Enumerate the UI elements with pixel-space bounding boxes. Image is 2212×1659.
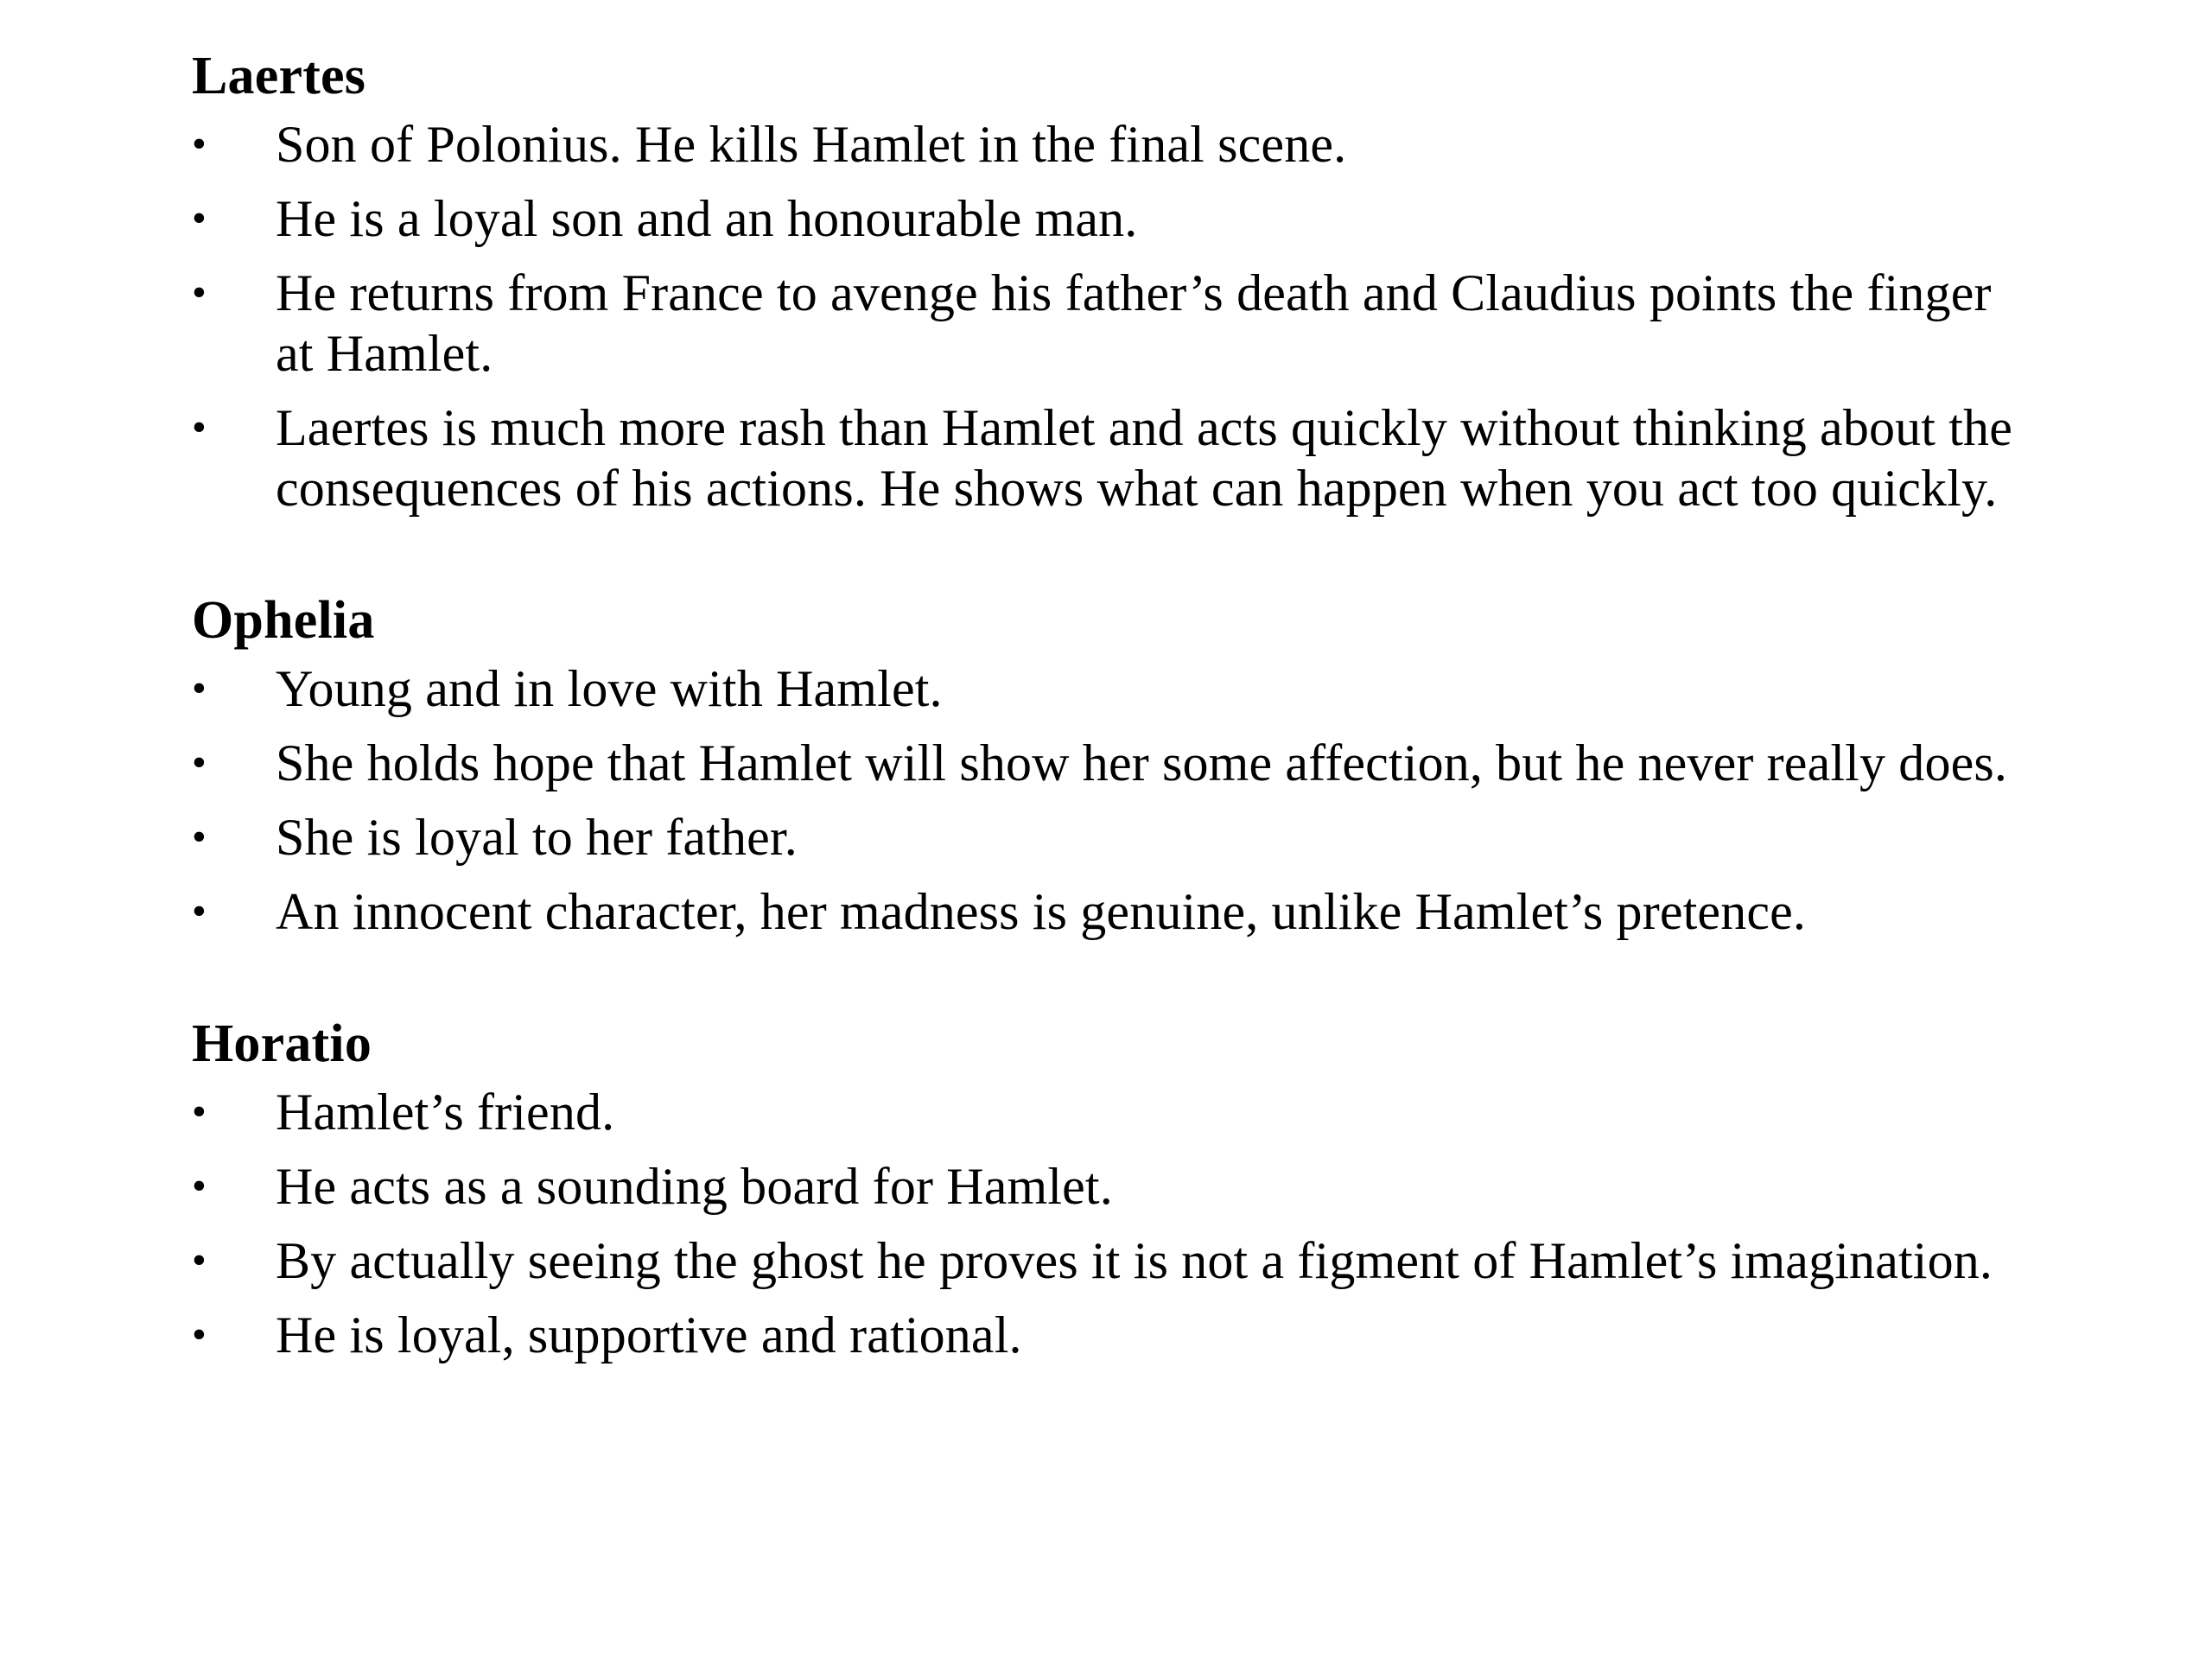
document-page xyxy=(192,41,2024,1379)
bullet-list xyxy=(192,114,2024,518)
list-item xyxy=(192,188,2024,249)
bullet-icon: • xyxy=(192,665,207,711)
list-item xyxy=(192,881,2024,942)
list-item-text: Laertes is much more rash than Hamlet and acts quickly without thinking about the consequences of his actions. He shows what can happen when you act too quickly. xyxy=(276,399,2012,517)
bullet-list xyxy=(192,1082,2024,1365)
list-item-text: He is a loyal son and an honourable man. xyxy=(276,190,1138,247)
list-item xyxy=(192,1156,2024,1217)
bullet-icon: • xyxy=(192,1312,207,1357)
list-item-text: Young and in love with Hamlet. xyxy=(276,660,943,717)
bullet-icon: • xyxy=(192,888,207,934)
section-ophelia xyxy=(192,586,2024,942)
list-item xyxy=(192,733,2024,793)
list-item-text: She is loyal to her father. xyxy=(276,809,798,866)
list-item-text: He acts as a sounding board for Hamlet. xyxy=(276,1158,1113,1215)
list-item xyxy=(192,658,2024,719)
section-horatio xyxy=(192,1009,2024,1365)
bullet-icon: • xyxy=(192,195,207,241)
bullet-icon: • xyxy=(192,740,207,785)
list-item-text: By actually seeing the ghost he proves it is not a figment of Hamlet’s imagination. xyxy=(276,1232,1993,1289)
bullet-icon: • xyxy=(192,270,207,315)
list-item-text: An innocent character, her madness is genuine, unlike Hamlet’s pretence. xyxy=(276,883,1807,940)
bullet-icon: • xyxy=(192,1163,207,1209)
list-item-text: He returns from France to avenge his father’s death and Claudius points the finger at Hamlet. xyxy=(276,264,1992,382)
bullet-icon: • xyxy=(192,121,207,167)
bullet-icon: • xyxy=(192,814,207,860)
list-item-text: Son of Polonius. He kills Hamlet in the final scene. xyxy=(276,116,1347,173)
section-laertes xyxy=(192,41,2024,518)
list-item xyxy=(192,1305,2024,1365)
list-item xyxy=(192,1230,2024,1291)
bullet-list xyxy=(192,658,2024,942)
section-heading: Ophelia xyxy=(192,591,375,650)
list-item xyxy=(192,1082,2024,1142)
list-item xyxy=(192,263,2024,384)
list-item xyxy=(192,807,2024,868)
section-heading: Horatio xyxy=(192,1014,372,1073)
bullet-icon: • xyxy=(192,1237,207,1283)
bullet-icon: • xyxy=(192,404,207,450)
list-item-text: She holds hope that Hamlet will show her some affection, but he never really does. xyxy=(276,734,2008,791)
section-heading: Laertes xyxy=(192,47,366,105)
list-item xyxy=(192,114,2024,175)
list-item xyxy=(192,397,2024,518)
bullet-icon: • xyxy=(192,1089,207,1135)
list-item-text: He is loyal, supportive and rational. xyxy=(276,1306,1022,1363)
list-item-text: Hamlet’s friend. xyxy=(276,1084,615,1141)
